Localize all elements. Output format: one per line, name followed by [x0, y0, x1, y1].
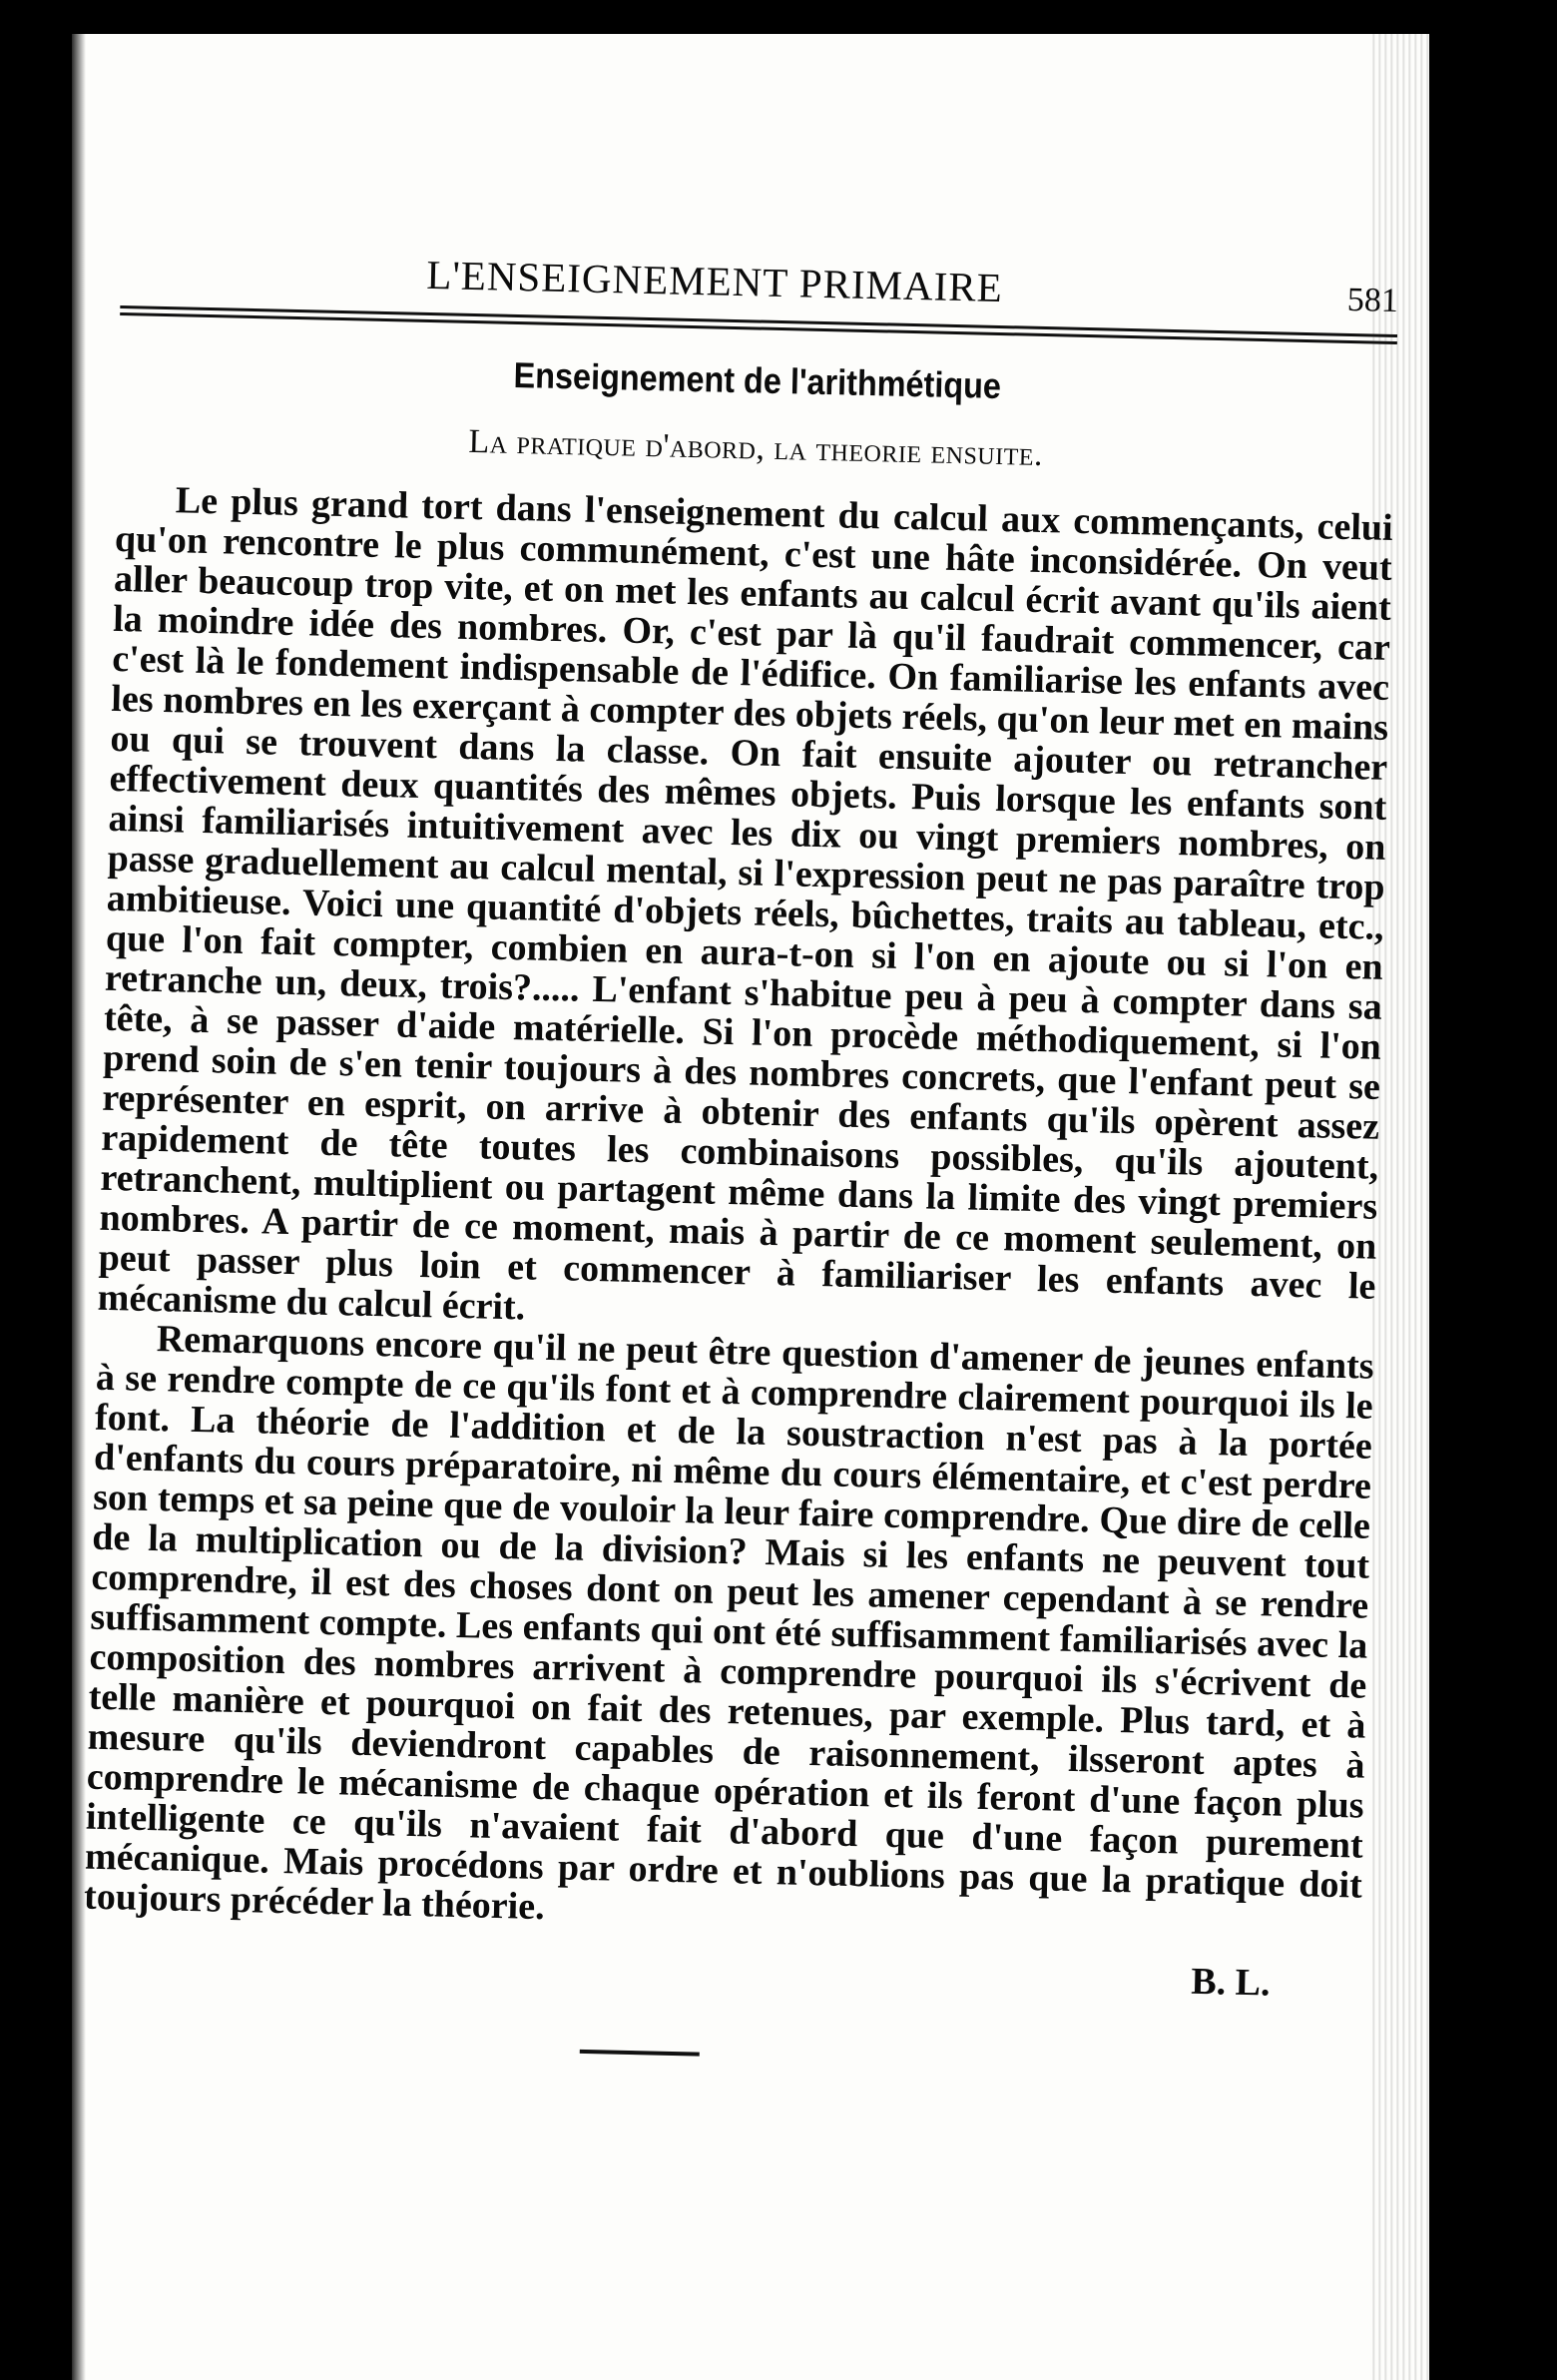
scanned-page — [72, 34, 1429, 2380]
page-number: 581 — [1346, 281, 1399, 320]
end-rule — [580, 2050, 700, 2057]
paragraph-2: Remarquons encore qu'il ne peut être question d'amener de jeunes enfants à se rendre compte de ce qu'ils font et à comprendre clairement pourquoi ils le font. La théorie de l'addition et de la soustraction n'est pas à la portée d'enfants du cours préparatoire, ni même du cours élémentaire, et c'est perdre son temps et sa peine que de vouloir la leur faire comprendre. Que dire de celle de la multiplication ou de la division? Mais si les enfants ne peuvent tout comprendre, il est des choses dont on peut les amener cependant à se rendre suffisamment compte. Les enfants qui ont été suffisamment familiarisés avec la composition des nombres arrivent à comprendre pourquoi ils s'écrivent de telle manière et pourquoi on fait des retenues, par exemple. Plus tard, et à mesure qu'ils deviendront capables de raisonnement, ilsseront aptes à comprendre le mécanisme de chaque opération et ils feront d'une façon plus intelligente ce qu'ils n'avaient fait d'abord que d'une façon purement mécanique. Mais procédons par ordre et n'oublions pas que la pratique doit toujours précéder la théorie. — [83, 1318, 1375, 1929]
article-subtitle: La pratique d'abord, la theorie ensuite. — [468, 422, 1044, 473]
paragraph-1: Le plus grand tort dans l'enseignement du calcul aux commençants, celui qu'on rencontre le plus communément, c'est une hâte inconsidérée. On veut aller beaucoup trop vite, et on met les enfants au calcul écrit avant qu'ils aient la moindre idée des nombres. Or, c'est par là qu'il faudrait commencer, car c'est là le fondement indispensable de l'édifice. On familiarise les enfants avec les nombres en les exerçant à compter des objets réels, qu'on leur met en mains ou qui se trouvent dans la classe. On fait ensuite ajouter ou retrancher effectivement deux quantités des mêmes objets. Puis lorsque les enfants sont ainsi familiarisés intuitivement avec les dix ou vingt premiers nombres, on passe graduellement au calcul mental, si l'expression peut ne pas paraître trop ambitieuse. Voici une quantité d'objets réels, bûchettes, traits au tableau, etc., que l'on fait compter, combien en aura-t-on si l'on en ajoute ou si l'on en retranche un, deux, trois?..... L'enfant s'habitue peu à peu à compter dans sa tête, à se passer d'aide matérielle. Si l'on procède méthodiquement, si l'on prend soin de s'en tenir toujours à des nombres concrets, que l'enfant peut se représenter en esprit, on arrive à obtenir des enfants qu'ils opèrent assez rapidement de tête toutes les combinaisons possibles, qu'ils ajoutent, retranchent, multiplient ou partagent même dans la limite des vingt premiers nombres. A partir de ce moment, mais à partir de ce moment seulement, on peut passer plus loin et commencer à familiariser les enfants avec le mécanisme du calcul écrit. — [97, 479, 1394, 1329]
article-body — [84, 479, 1393, 1946]
running-title: L'ENSEIGNEMENT PRIMAIRE — [425, 251, 1004, 311]
author-signature: B. L. — [1190, 1960, 1272, 2005]
page-content — [81, 234, 1399, 2072]
article-title: Enseignement de l'arithmétique — [513, 353, 1002, 407]
